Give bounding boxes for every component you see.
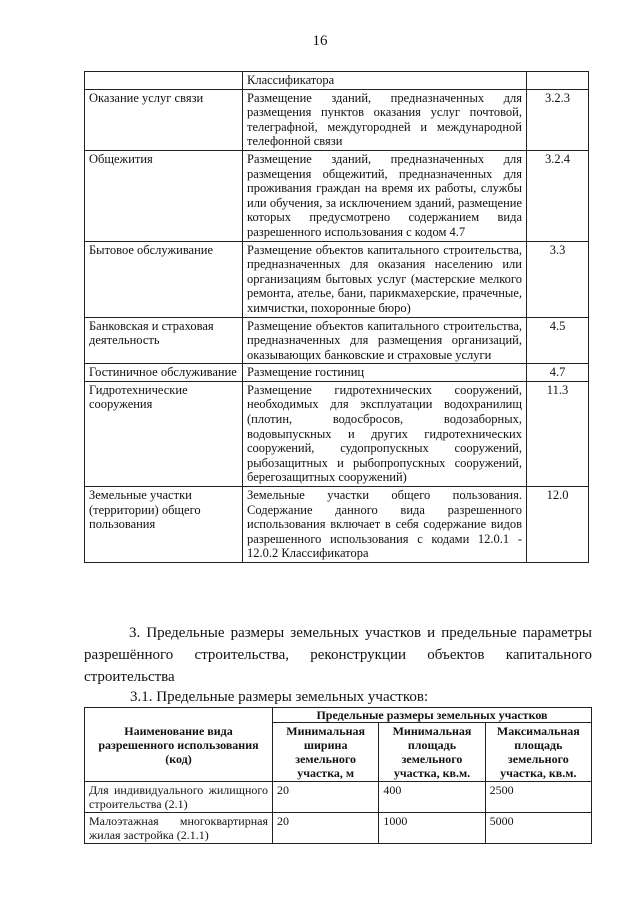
use-name: Малоэтажная многоквартирная жилая застройка (2.1.1) [85, 813, 273, 844]
section-3-1-heading: 3.1. Предельные размеры земельных участков: [130, 689, 429, 705]
table-row [85, 72, 589, 90]
section-3-paragraph: 3. Предельные размеры земельных участков и предельные параметры разрешённого строительства, реконструкции объектов капитального строительства [84, 625, 592, 685]
use-description: Размещение зданий, предназначенных для размещения пунктов оказания услуг почтовой, телеграфной, междугородней и международной телефонной связи [243, 89, 527, 150]
table-row [85, 89, 589, 150]
header-row [85, 708, 592, 723]
use-code: 12.0 [527, 487, 589, 563]
use-name: Гостиничное обслуживание [85, 364, 243, 382]
header-min-area: Минимальная площадь земельного участка, кв.м. [379, 723, 485, 782]
use-code [527, 72, 589, 90]
use-description: Размещение гостиниц [243, 364, 527, 382]
table-row [85, 364, 589, 382]
use-code: 4.5 [527, 317, 589, 364]
table-row [85, 150, 589, 241]
use-description: Земельные участки общего пользования. Содержание данного вида разрешенного использования включает в себя содержание видов разрешенного использования с кодами 12.0.1 - 12.0.2 Классификатора [243, 487, 527, 563]
min-width-value: 20 [273, 813, 379, 844]
use-description: Классификатора [243, 72, 527, 90]
use-name: Оказание услуг связи [85, 89, 243, 150]
use-name [85, 72, 243, 90]
use-code: 3.3 [527, 241, 589, 317]
header-use-name: Наименование вида разрешенного использования (код) [85, 708, 273, 782]
use-name: Бытовое обслуживание [85, 241, 243, 317]
page-number: 16 [312, 33, 328, 49]
min-area-value: 400 [379, 782, 485, 813]
header-max-area: Максимальная площадь земельного участка, кв.м. [485, 723, 591, 782]
use-name: Банковская и страховая деятельность [85, 317, 243, 364]
table-row [85, 813, 592, 844]
max-area-value: 5000 [485, 813, 591, 844]
table-row [85, 381, 589, 486]
use-name: Общежития [85, 150, 243, 241]
table-row [85, 487, 589, 563]
min-area-value: 1000 [379, 813, 485, 844]
use-name: Для индивидуального жилищного строительства (2.1) [85, 782, 273, 813]
min-width-value: 20 [273, 782, 379, 813]
header-min-width: Минимальная ширина земельного участка, м [273, 723, 379, 782]
use-description: Размещение гидротехнических сооружений, необходимых для эксплуатации водохранилищ (плотин, водосбросов, водозаборных, водовыпускных и других гидротехнических сооружений, судопропускных сооружений, рыбозащитных и рыбопропускных сооружений, берегозащитных сооружений) [243, 381, 527, 486]
land-use-table [84, 71, 589, 563]
use-description: Размещение зданий, предназначенных для размещения общежитий, предназначенных для проживания граждан на время их работы, службы или обучения, за исключением зданий, размещение которых предусмотрено содержанием вида разрешенного использования с кодом 4.7 [243, 150, 527, 241]
table-row [85, 317, 589, 364]
table-row [85, 241, 589, 317]
land-plot-size-table [84, 707, 592, 844]
use-name: Гидротехнические сооружения [85, 381, 243, 486]
use-description: Размещение объектов капитального строительства, предназначенных для оказания населению или организациям бытовых услуг (мастерские мелкого ремонта, ателье, бани, парикмахерские, прачечные, химчистки, похоронные бюро) [243, 241, 527, 317]
max-area-value: 2500 [485, 782, 591, 813]
header-group: Предельные размеры земельных участков [273, 708, 592, 723]
use-name: Земельные участки (территории) общего пользования [85, 487, 243, 563]
use-description: Размещение объектов капитального строительства, предназначенных для размещения организаций, оказывающих банковские и страховые услуги [243, 317, 527, 364]
use-code: 4.7 [527, 364, 589, 382]
table-row [85, 782, 592, 813]
use-code: 3.2.4 [527, 150, 589, 241]
use-code: 11.3 [527, 381, 589, 486]
use-code: 3.2.3 [527, 89, 589, 150]
